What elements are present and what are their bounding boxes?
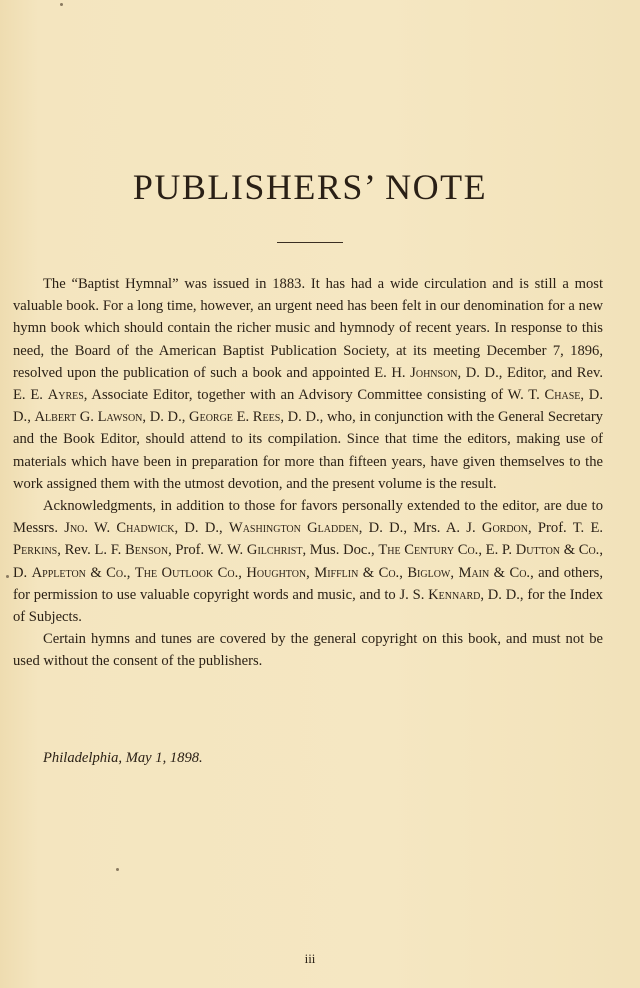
signoff-place-date: Philadelphia, May 1, 1898.: [43, 750, 203, 766]
text-run: , E. P.: [478, 542, 516, 559]
small-caps-name: Washington Gladden: [228, 520, 359, 537]
small-caps-name: Albert G. Lawson: [34, 409, 143, 426]
paragraph-copyright: [13, 628, 603, 672]
small-caps-name: Houghton, Mifflin & Co.: [246, 564, 400, 581]
small-caps-name: Appleton & Co.: [31, 564, 127, 581]
small-caps-name: Gordon: [481, 520, 529, 537]
body-text: [13, 273, 603, 673]
small-caps-name: Benson: [125, 542, 169, 559]
small-caps-name: Johnson: [410, 364, 458, 381]
page-speck: [116, 868, 119, 871]
text-run: The “Baptist Hymnal” was issued in 1883. It has had a wide circulation and is still a most valuable book. For a long time, however, an urgent need has been felt in our denomination for a new hymn book which should contain the richer music and hymnody of recent years. In response to this need, the Board of the American Baptist Publication Society, at its meeting December 7, 1896, resolved upon the publication of such a book and appointed E. H.: [13, 276, 603, 381]
small-caps-name: George E. Rees: [189, 409, 281, 426]
title-rule: [277, 242, 343, 243]
text-run: , Associate Editor, together with an Advisory Committee consisting of W. T.: [83, 387, 545, 404]
page-title: PUBLISHERS’ NOTE: [132, 167, 488, 207]
text-run: , Rev. L. F.: [57, 542, 125, 559]
text-run: , D. D.,: [142, 409, 190, 426]
text-run: ,: [238, 564, 247, 581]
small-caps-name: Biglow, Main & Co.: [407, 564, 531, 581]
text-run: , D. D., Mrs. A. J.: [358, 520, 482, 537]
text-run: , D.: [13, 542, 603, 581]
small-caps-name: Perkins: [13, 542, 58, 559]
small-caps-name: Chase: [544, 387, 581, 404]
page-speck: [60, 3, 63, 6]
text-run: , and others, for permission to use valuable copyright words and music, and to J. S.: [13, 564, 604, 603]
text-run: , D. D.,: [13, 387, 603, 426]
page-number: iii: [304, 951, 316, 966]
text-run: , D. D.,: [174, 520, 229, 537]
small-caps-name: Ayres: [47, 387, 84, 404]
text-run: Acknowledgments, in addition to those for favors personally extended to the editor, are due to Messrs.: [13, 498, 603, 537]
paragraph-acknowledgments: [13, 495, 603, 628]
paragraph-history: [13, 273, 603, 495]
text-run: , Mus. Doc.,: [302, 542, 379, 559]
text-run: , Prof. T. E.: [528, 520, 604, 537]
small-caps-name: The Outlook Co.: [134, 564, 239, 581]
text-run: ,: [126, 564, 135, 581]
small-caps-name: Gilchrist: [246, 542, 303, 559]
small-caps-name: The Century Co.: [378, 542, 479, 559]
text-run: , Prof. W. W.: [168, 542, 247, 559]
text-run: , D. D., who, in conjunction with the General Secretary and the Book Editor, should attend to its compilation. Since that time the editors, making use of materials which have been in preparation for more than fifteen years, have given themselves to the work assigned them with the utmost devotion, and the present volume is the result.: [13, 409, 603, 492]
text-run: , D. D., Editor, and Rev. E. E.: [13, 364, 603, 404]
small-caps-name: Dutton & Co.: [515, 542, 600, 559]
text-run: , D. D., for the Index of Subjects.: [13, 586, 603, 626]
text-run: ,: [399, 564, 408, 581]
small-caps-name: Jno. W. Chadwick: [64, 520, 175, 537]
text-run: Certain hymns and tunes are covered by the general copyright on this book, and must not be used without the consent of the publishers.: [13, 631, 603, 670]
small-caps-name: Kennard: [428, 586, 481, 603]
page-speck: [6, 575, 9, 578]
